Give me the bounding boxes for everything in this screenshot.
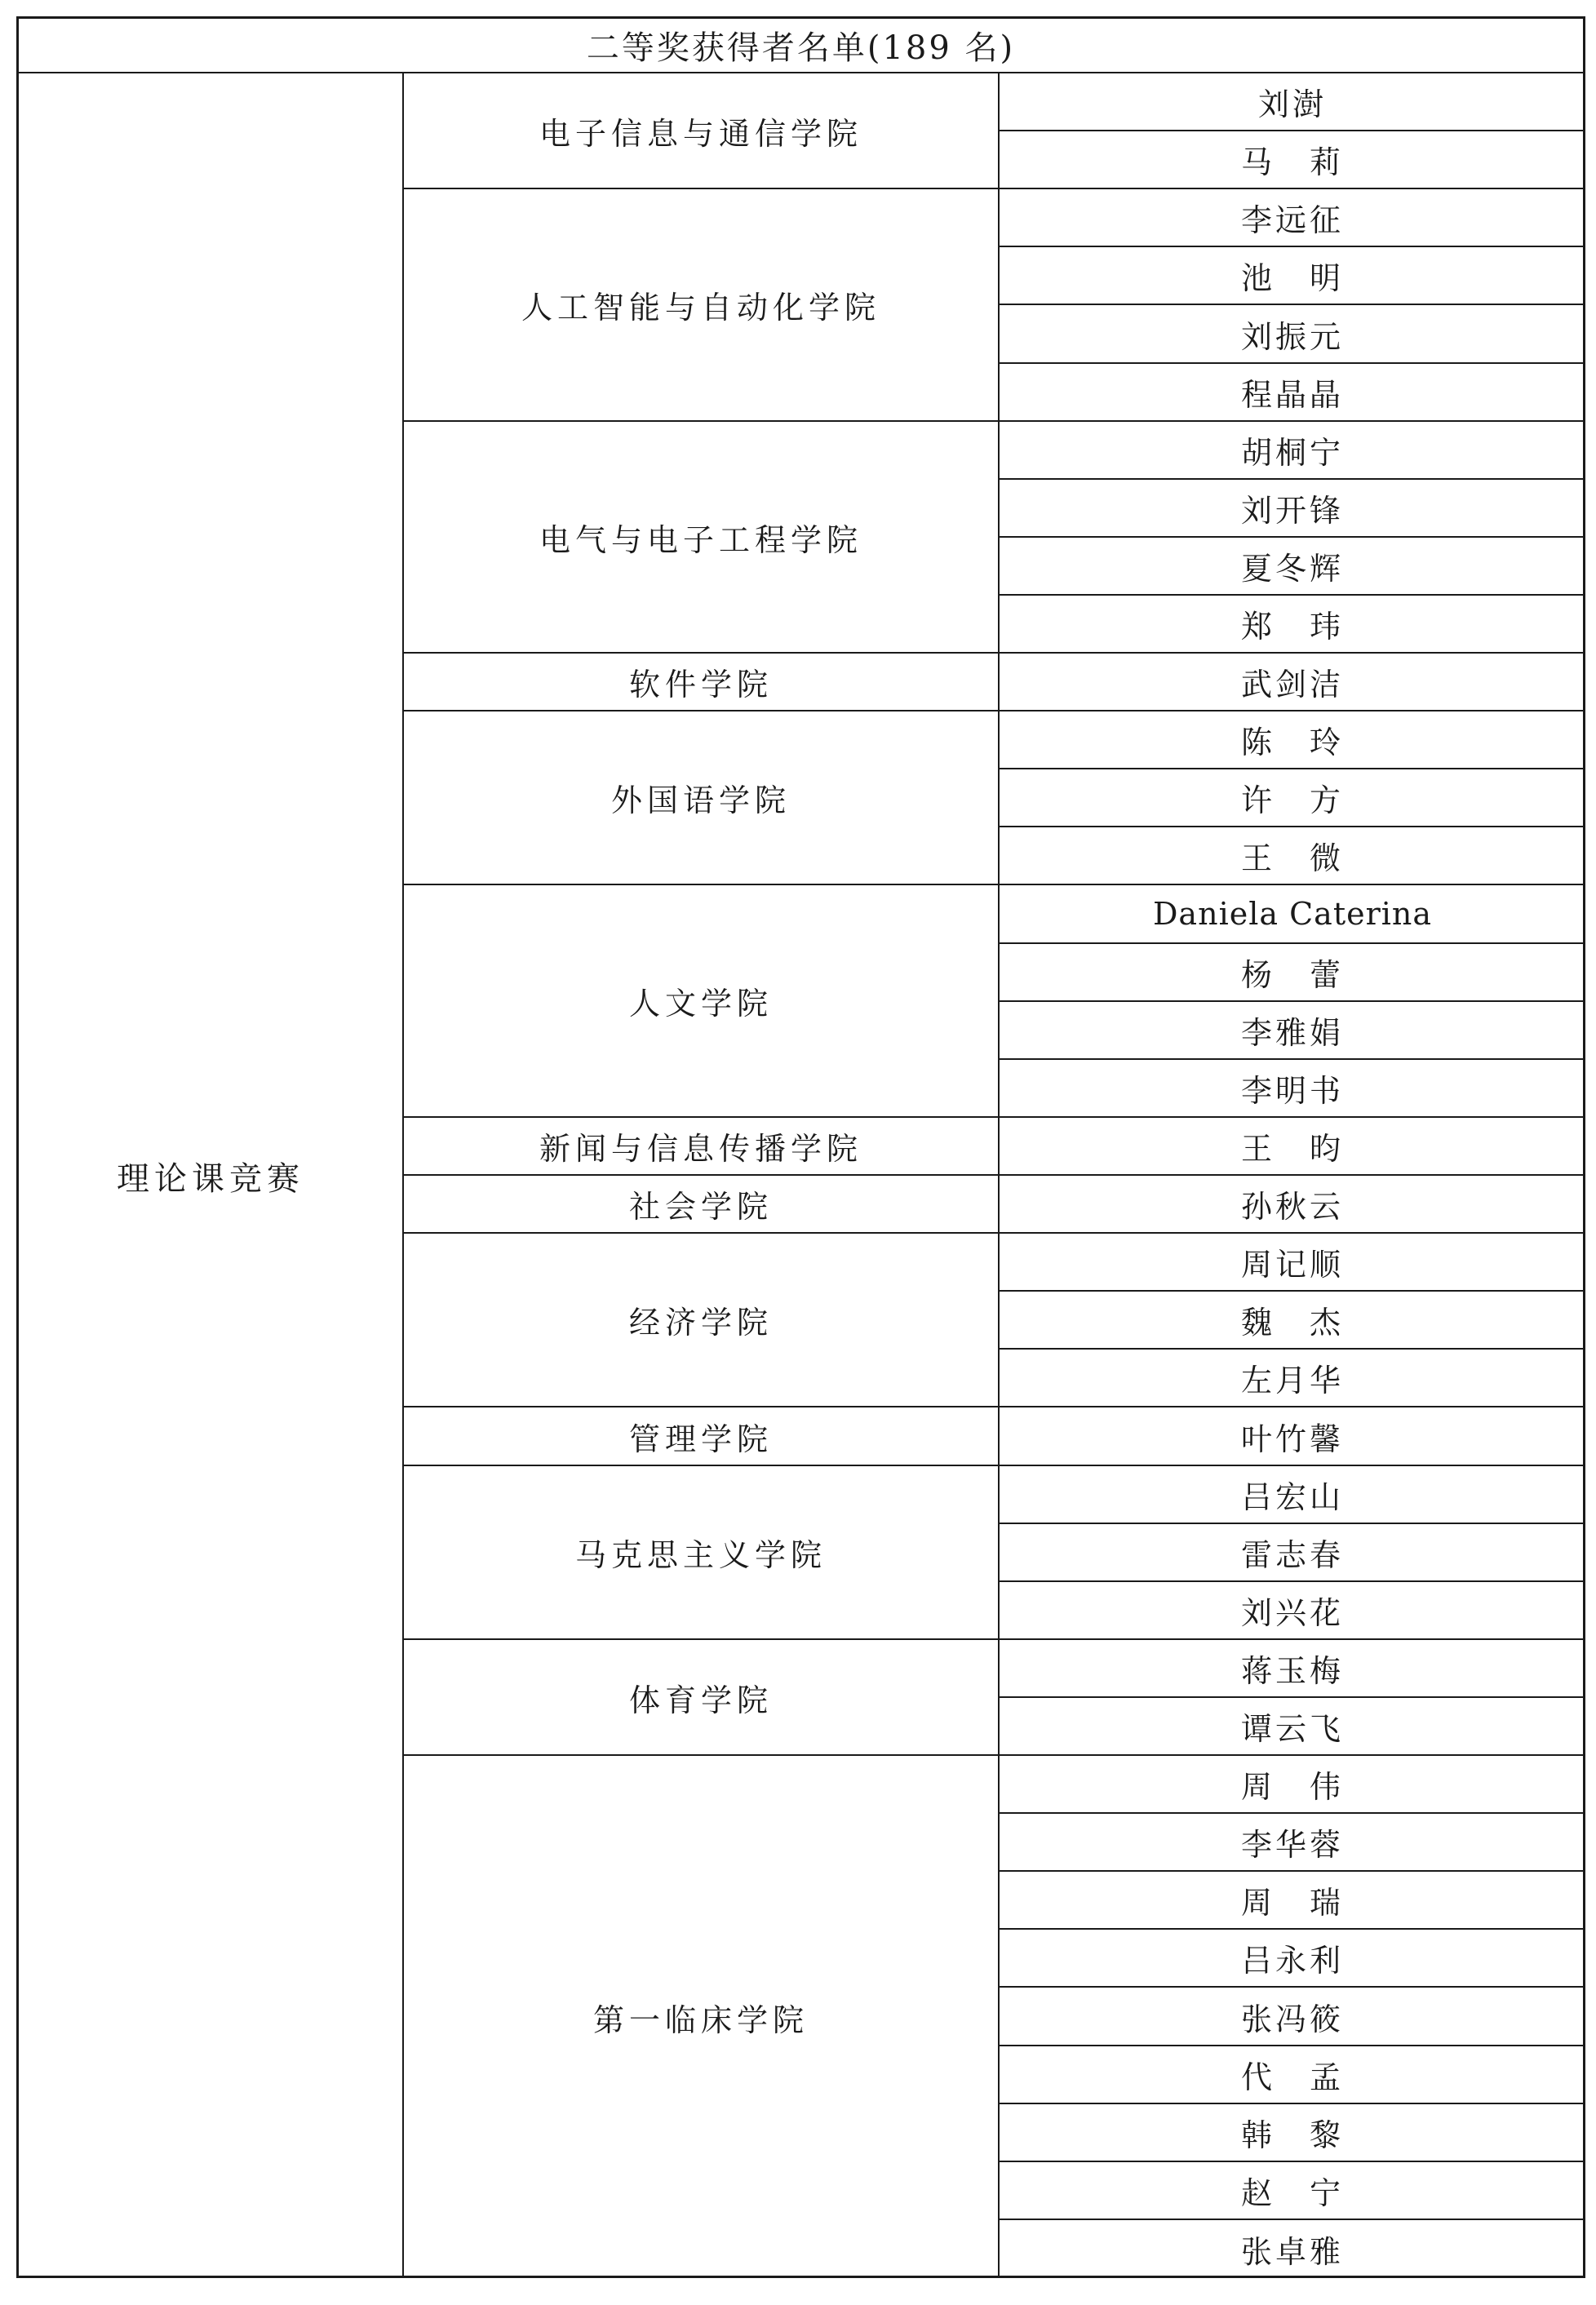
college-cell: 新闻与信息传播学院 <box>404 1118 1000 1176</box>
winner-name-cell: 刘兴花 <box>1000 1582 1585 1640</box>
winner-name-cell: 刘振元 <box>1000 305 1585 364</box>
winner-name-cell: 程晶晶 <box>1000 364 1585 422</box>
winner-name-cell: 刘澍 <box>1000 73 1585 131</box>
winner-name-cell: 代 孟 <box>1000 2046 1585 2104</box>
winner-name-cell: 左月华 <box>1000 1350 1585 1407</box>
winner-name-cell: 蒋玉梅 <box>1000 1640 1585 1698</box>
college-cell: 管理学院 <box>404 1407 1000 1466</box>
winner-name-cell: 张卓雅 <box>1240 2234 1344 2270</box>
table-body <box>404 73 1585 2278</box>
college-cell: 电气与电子工程学院 <box>404 422 1000 654</box>
winner-name-cell: 李雅娟 <box>1000 1002 1585 1060</box>
winner-name-cell: 许 方 <box>1000 769 1585 827</box>
table-title: 二等奖获得者名单(189 名) <box>19 19 1583 73</box>
winner-name-cell: 叶竹馨 <box>1000 1407 1585 1466</box>
college-cell: 马克思主义学院 <box>404 1466 1000 1640</box>
college-cell: 经济学院 <box>404 1234 1000 1407</box>
winner-name-cell: 武剑洁 <box>1000 654 1585 711</box>
college-cell: 第一临床学院 <box>404 1756 1000 2278</box>
college-cell: 外国语学院 <box>404 711 1000 885</box>
college-cell: 人工智能与自动化学院 <box>404 189 1000 422</box>
competition-category: 理论课竞赛 <box>19 73 404 2278</box>
winner-name-cell: 郑 玮 <box>1000 596 1585 654</box>
winner-name-cell: 刘开锋 <box>1000 480 1585 538</box>
winner-name-cell: 韩 黎 <box>1000 2104 1585 2162</box>
winner-name-cell: 池 明 <box>1000 247 1585 305</box>
college-cell: 体育学院 <box>404 1640 1000 1756</box>
college-cell: 电子信息与通信学院 <box>404 73 1000 189</box>
winner-name-cell: 马 莉 <box>1000 131 1585 189</box>
winner-name-cell: 谭云飞 <box>1000 1698 1585 1756</box>
winner-name-cell: 孙秋云 <box>1000 1176 1585 1234</box>
college-cell: 人文学院 <box>404 885 1000 1118</box>
winner-name-cell: 魏 杰 <box>1000 1292 1585 1350</box>
winner-name-cell: 李远征 <box>1000 189 1585 247</box>
winner-name-cell: 周 瑞 <box>1000 1872 1585 1930</box>
winner-name-cell: 吕永利 <box>1000 1930 1585 1988</box>
winner-name-cell: 李华蓉 <box>1000 1814 1585 1872</box>
college-cell: 软件学院 <box>404 654 1000 711</box>
winner-name-cell: 周 伟 <box>1000 1756 1585 1814</box>
winner-name-cell: 王 昀 <box>1000 1118 1585 1176</box>
winner-name-cell: 陈 玲 <box>1000 711 1585 769</box>
winner-name-cell: 杨 蕾 <box>1000 944 1585 1002</box>
winner-name-cell: 周记顺 <box>1000 1234 1585 1292</box>
winner-name-cell: 李明书 <box>1000 1060 1585 1118</box>
winner-name-cell: Daniela Caterina <box>1000 885 1585 944</box>
winner-name-cell: 夏冬辉 <box>1000 538 1585 596</box>
winner-name-cell: 吕宏山 <box>1000 1466 1585 1524</box>
winner-name-cell: 王 微 <box>1000 827 1585 885</box>
winner-name-cell: 赵 宁 <box>1000 2162 1585 2220</box>
winner-name-cell: 雷志春 <box>1000 1524 1585 1582</box>
winner-name-cell: 胡桐宁 <box>1000 422 1585 480</box>
winner-name-cell: 张冯筱 <box>1000 1988 1585 2046</box>
award-table <box>16 16 1585 2278</box>
college-cell: 社会学院 <box>404 1176 1000 1234</box>
